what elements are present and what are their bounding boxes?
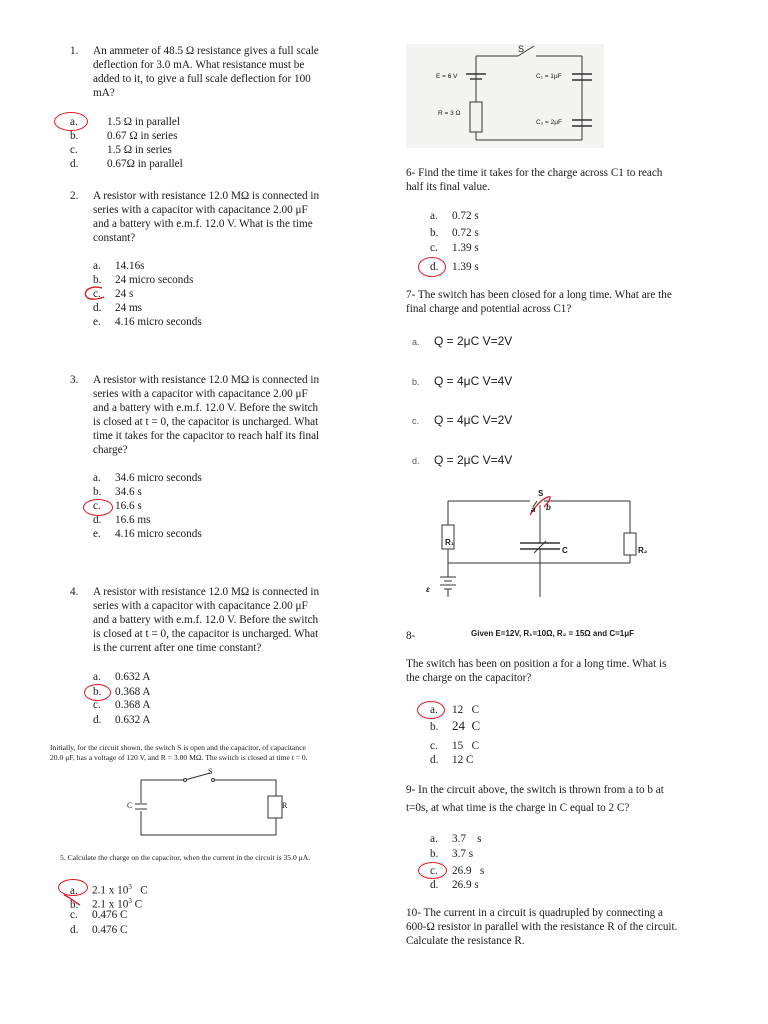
switch-position-b-label: b: [546, 503, 551, 512]
option-a: a. Q = 2μC V=2V: [412, 334, 513, 348]
answer-circle-mark: [83, 499, 113, 516]
option-a: a. 3.7 s: [430, 833, 482, 845]
answer-circle-mark: [84, 684, 111, 701]
option-d: d. 16.6 ms: [93, 514, 151, 526]
option-d: d. Q = 2μC V=4V: [412, 453, 513, 467]
option-d: d. 12 C: [430, 754, 474, 766]
option-a: a. 2.1 x $10^3$ C: [70, 883, 148, 897]
question-text: The switch has been on position a for a long time. What is the charge on the capacitor?: [406, 658, 667, 684]
option-a: a. 0.72 s: [430, 210, 479, 222]
question-number: 3.: [70, 374, 79, 386]
two-capacitor-circuit-diagram: [406, 44, 604, 148]
option-d: d. 0.67Ω in parallel: [70, 158, 183, 170]
option-b: b. 0.67 Ω in series: [70, 130, 178, 142]
option-b: b. 3.7 s: [430, 848, 474, 860]
resistor-label: R: [282, 801, 288, 810]
option-b: b. 34.6 s: [93, 486, 142, 498]
switch-position-a-label: a: [531, 505, 536, 514]
question-text: 7- The switch has been closed for a long time. What are the final charge and potential across C1?: [406, 289, 672, 315]
question-text: 9- In the circuit above, the switch is thrown from a to b at t=0s, at what time is the charge in C equal to 2 C?: [406, 784, 664, 814]
option-b: b. 24 C: [430, 718, 481, 733]
answer-circle-mark: [418, 257, 446, 277]
circuit-intro-text: Initially, for the circuit shown, the switch S is open and the capacitor, of capacitance 20.0 μF, has a voltage of 120 V, and R = 3.00 MΩ. The switch is closed at time t = 0.: [50, 743, 308, 762]
question-number: 2.: [70, 190, 79, 202]
switch-label: S: [518, 44, 525, 54]
answer-circle-mark: [417, 701, 445, 719]
answer-circle-mark: [54, 112, 88, 131]
r2-label: R₂: [638, 546, 648, 555]
option-a: a. 0.632 A: [93, 671, 151, 683]
option-d: d. 24 ms: [93, 302, 143, 314]
capacitor-label: C: [562, 546, 568, 555]
question-number: 8-: [406, 630, 416, 642]
question-text: 10- The current in a circuit is quadrupled by connecting a 600-Ω resistor in parallel with the resistance R of the circuit. Calculate the resistance R.: [406, 907, 678, 947]
question-text: A resistor with resistance 12.0 MΩ is connected in series with a capacitor with capacitance 2.00 μF and a battery with e.m.f. 12.0 V. Before the switch is closed at t = 0, the capacitor is uncharged. What time it takes for the capacitor to reach half its final charge?: [93, 374, 320, 456]
option-c: c. 1.5 Ω in series: [70, 144, 172, 156]
option-b: b. 0.72 s: [430, 227, 479, 239]
option-a: a. 1.5 Ω in parallel: [70, 116, 180, 128]
question-number: 1.: [70, 45, 79, 57]
option-b: b. Q = 4μC V=4V: [412, 374, 513, 388]
option-d: d. 0.476 C: [70, 924, 128, 936]
option-c: c. Q = 4μC V=2V: [412, 413, 513, 427]
question-text: 6- Find the time it takes for the charge across C1 to reach half its final value.: [406, 167, 663, 193]
option-b: b. 0.368 A: [93, 686, 151, 698]
option-d: d. 1.39 s: [430, 261, 479, 273]
answer-check-mark: [62, 893, 84, 907]
given-values-text: Given E=12V, R₁=10Ω, R₂ = 15Ω and C=1μF: [471, 629, 635, 638]
r1-label: R₁: [445, 538, 455, 547]
switch-label: S: [208, 767, 213, 776]
answer-circle-mark: [418, 862, 447, 879]
answer-circle-mark: [80, 285, 110, 307]
question-text: An ammeter of 48.5 Ω resistance gives a full scale deflection for 3.0 mA. What resistance must be added to it, to give a full scale deflection for 100 mA?: [93, 45, 319, 99]
capacitor-label: C: [127, 801, 133, 810]
option-d: d. 0.632 A: [93, 714, 151, 726]
emf-label: ε: [426, 585, 430, 594]
capacitor-1-label: C₁ = 1μF: [536, 73, 562, 80]
option-d: d. 26.9 s: [430, 879, 479, 891]
switch-label: S: [538, 489, 544, 498]
resistor-label: R = 3 Ω: [438, 110, 461, 117]
option-a: a. 34.6 micro seconds: [93, 472, 202, 484]
question-number: 4.: [70, 586, 79, 598]
option-a: a. 12 C: [430, 704, 480, 716]
capacitor-2-label: C₂ = 2μF: [536, 119, 562, 126]
two-capacitor-circuit-figure: [406, 44, 604, 148]
option-c: c. 0.368 A: [93, 699, 151, 711]
option-c: c. 26.9 s: [430, 865, 485, 877]
option-e: e. 4.16 micro seconds: [93, 528, 202, 540]
option-c: c. 15 C: [430, 740, 480, 752]
option-c: c. 0.476 C: [70, 909, 128, 921]
option-b: b. 24 micro seconds: [93, 274, 194, 286]
question-text: 5. Calculate the charge on the capacitor, when the current in the circuit is 35.0 μA.: [60, 853, 311, 862]
option-b: b. 2.1 x $10^3$ C: [70, 897, 143, 911]
option-c: c. 16.6 s: [93, 500, 142, 512]
emf-label: E = 6 V: [436, 73, 458, 80]
option-e: e. 4.16 micro seconds: [93, 316, 202, 328]
question-text: A resistor with resistance 12.0 MΩ is connected in series with a capacitor with capacitance 2.00 μF and a battery with e.m.f. 12.0 V. Before the switch is closed at t = 0, the capacitor is uncharged. What is the current after one time constant?: [93, 586, 320, 654]
option-a: a. 14.16s: [93, 260, 145, 272]
option-c: c. 24 s: [93, 288, 134, 300]
option-c: c. 1.39 s: [430, 242, 479, 254]
question-text: A resistor with resistance 12.0 MΩ is connected in series with a capacitor with capacitance 2.00 μF and a battery with e.m.f. 12.0 V. What is the time constant?: [93, 190, 320, 244]
